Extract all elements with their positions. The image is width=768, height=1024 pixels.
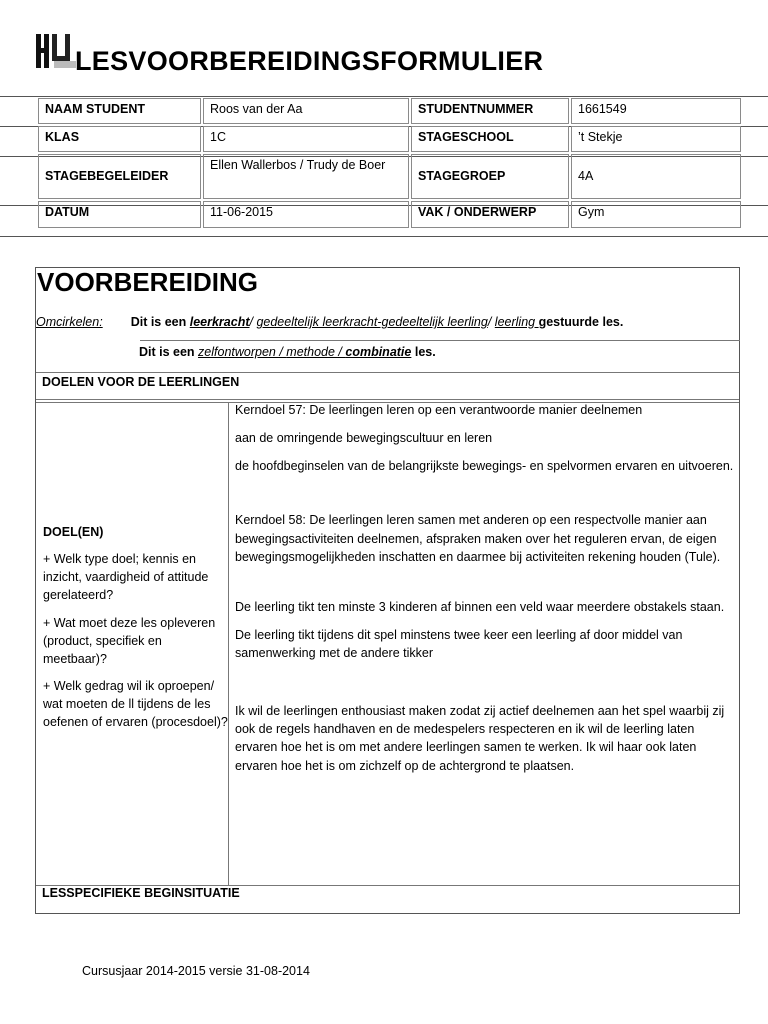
studentnummer-value: 1661549 [571, 98, 741, 124]
studentnummer-label: STUDENTNUMMER [411, 98, 569, 124]
klas-value: 1C [203, 126, 409, 152]
product-goal: De leerling tikt ten minste 3 kinderen af binnen een veld waar meerdere obstakels staan. [235, 599, 725, 614]
divider [36, 372, 739, 373]
table-row [38, 98, 741, 124]
kerndoel-58: Kerndoel 58: De leerlingen leren samen met anderen op een respectvolle manier aan bewegingsactiviteiten deelnemen, afspraken maken over het reguleren ervan, de eigen bewegingsmogelijkheden inschatten en daarmee bij activiteiten rekening houden (Tule). [235, 513, 721, 564]
table-row [38, 126, 741, 152]
option-gedeeltelijk: gedeeltelijk leerkracht-gedeeltelijk leerling [256, 315, 488, 329]
divider [0, 236, 768, 237]
vak-onderwerp-value: Gym [571, 201, 741, 228]
student-info-table [36, 96, 743, 230]
option-methode: methode / [286, 345, 346, 359]
method-lead: Dit is een [139, 345, 199, 359]
option-zelfontworpen: zelfontworpen / [198, 345, 287, 359]
method-tail: les. [411, 345, 436, 359]
stagebegeleider-label: STAGEBEGELEIDER [38, 154, 201, 199]
stageschool-value: ’t Stekje [571, 126, 741, 152]
goals-heading: DOELEN VOOR DE LEERLINGEN [42, 375, 240, 389]
datum-label: DATUM [38, 201, 201, 228]
stagegroep-value: 4A [571, 154, 741, 199]
attitude-goal: Ik wil de leerlingen enthousiast maken zodat zij actief deelnemen aan het spel waarbij zij ook de regels handhaven en de medespelers respecteren en ik wil de leerling laten ervaren hoe het is om met andere leerlingen samen te werken. Ik wil haar ook laten ervaren hoe het is om zichzelf op de achtergrond te plaatsen. [235, 704, 725, 773]
method-options-row [139, 345, 436, 359]
option-leerkracht: leerkracht [189, 315, 250, 329]
process-goal: De leerling tikt tijdens dit spel minstens twee keer een leerling af door middel van samenwerking met de andere tikker [235, 627, 683, 660]
divider [140, 340, 740, 341]
stageschool-label: STAGESCHOOL [411, 126, 569, 152]
doelen-heading: DOEL(EN) [43, 525, 104, 539]
table-row [38, 154, 741, 199]
kerndoel-57-line2: aan de omringende bewegingscultuur en leren [235, 431, 493, 446]
question-gedrag: + Welk gedrag wil ik oproepen/ wat moeten de ll tijdens de les oefenen of ervaren (procesdoel)? [43, 678, 228, 730]
option-leerling: leerling [494, 315, 539, 329]
doelen-answers [235, 401, 740, 775]
klas-label: KLAS [38, 126, 201, 152]
column-divider [228, 402, 229, 885]
stagebegeleider-value: Ellen Wallerbos / Trudy de Boer [203, 154, 409, 199]
hu-logo [36, 34, 76, 68]
kerndoel-57-line1: Kerndoel 57: De leerlingen leren op een verantwoorde manier deelnemen [235, 403, 643, 417]
kerndoel-57-line3: de hoofdbeginselen van de belangrijkste bewegings- en spelvormen ervaren en uitvoeren. [235, 459, 734, 474]
table-row [38, 201, 741, 228]
steering-options-row [36, 315, 623, 329]
naam-student-label: NAAM STUDENT [38, 98, 201, 124]
divider [36, 399, 739, 400]
voorbereiding-section [35, 267, 740, 914]
datum-value: 11-06-2015 [203, 201, 409, 228]
steering-tail: gestuurde les. [538, 315, 624, 329]
question-type-doel: + Welk type doel; kennis en inzicht, vaardigheid of attitude gerelateerd? [43, 552, 209, 603]
vak-onderwerp-label: VAK / ONDERWERP [411, 201, 569, 228]
separator: / [249, 315, 257, 329]
stagegroep-label: STAGEGROEP [411, 154, 569, 199]
doelen-questions [43, 523, 228, 740]
option-combinatie: combinatie [345, 345, 412, 359]
section-title: VOORBEREIDING [37, 267, 259, 297]
question-opleveren: + Wat moet deze les opleveren (product, specifiek en meetbaar)? [43, 615, 216, 666]
page-title: LESVOORBEREIDINGSFORMULIER [75, 46, 544, 76]
steering-lead: Dit is een [130, 315, 190, 329]
separator: / [487, 315, 495, 329]
naam-student-value: Roos van der Aa [203, 98, 409, 124]
beginsituatie-heading: LESSPECIFIEKE BEGINSITUATIE [42, 886, 240, 900]
circle-instruction: Omcirkelen: [36, 315, 103, 329]
footer-version: Cursusjaar 2014-2015 versie 31-08-2014 [82, 964, 310, 978]
